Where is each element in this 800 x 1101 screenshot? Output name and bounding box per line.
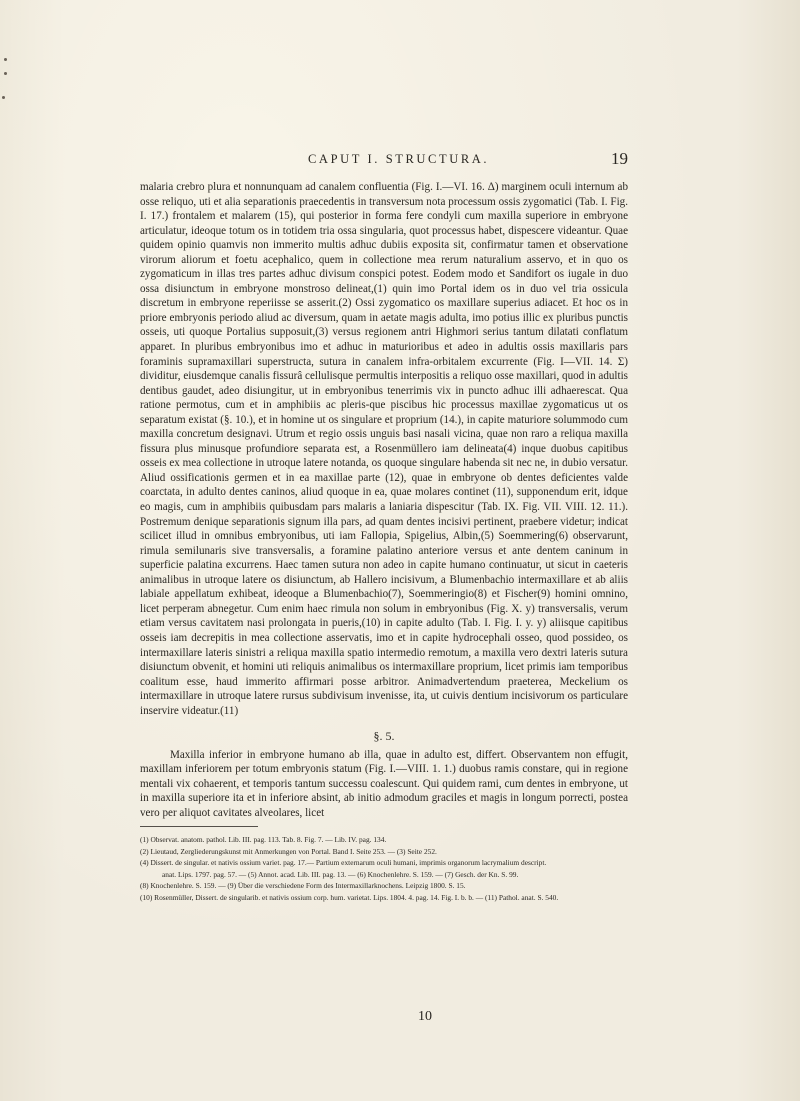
main-text xyxy=(140,180,628,821)
paragraph: Maxilla inferior in embryone humano ab illa, quae in adulto est, differt. Observantem non effugit, maxillam inferiorem per totum embryonis statum (Fig. I.—VIII. 1. 1.) duobus ramis constare, qui in regione mentali vix cohaerent, et temporis tantum successu coalescunt. Qui quidem rami, cum dentes in embryone, ut in maxilla superiore ita et in inferiore absint, ab initio admodum graciles et magis in longum porrecti, postea vero per aliquot cavitates alveolares, licet xyxy=(140,748,628,819)
section-heading: §. 5. xyxy=(373,729,395,744)
page-header xyxy=(140,149,628,172)
signature-mark: 10 xyxy=(418,1009,432,1024)
footnote-line: (2) Lieutaud, Zergliederungskunst mit Anmerkungen von Portal. Band I. Seite 253. — (3) Seite 252. xyxy=(140,846,437,856)
footnote-line: (8) Knochenlehre. S. 159. — (9) Über die verschiedene Form des Intermaxillarknochens. Leipzig 1800. S. 15. xyxy=(140,881,466,891)
footnote-line: (4) Dissert. de singular. et nativis ossium variet. pag. 17.— Partium externarum oculi humani, imprimis organorum lacrymalium descript. xyxy=(140,858,547,868)
margin-speck xyxy=(2,96,5,99)
margin-speck xyxy=(4,58,7,61)
footnote-rule xyxy=(140,826,258,827)
running-head: CAPUT I. STRUCTURA. xyxy=(308,152,490,166)
footnote-line: anat. Lips. 1797. pag. 57. — (5) Annot. acad. Lib. III. pag. 13. — (6) Knochenlehre. S. 159. — (7) Gesch. der Kn. S. 99. xyxy=(162,869,519,879)
paragraph: malaria crebro plura et nonnunquam ad canalem confluentia (Fig. I.—VI. 16. Δ) marginem oculi internum ab osse reliquo, uti et alia separationis praecedentis in transversum nota processum ossis zygomatici (Tab. I. Fig. I. 17.) frontalem et malarem (15), qui posterior in forma fere condyli cum maxilla superiore in embryone articulatur, ideoque totum os in totidem tria ossa singularia, quot processus habet, dispescere videantur. Quae quidem opinio quamvis non immerito multis adhuc dubiis exposita sit, confirmatur tamen et observatione virorum aliorum et foetu acephalico, quem in collectione mea rerum naturalium asservo, et in quo os zygomaticum in illas tres partes adhuc divisum conspici potest. Eodem modo et Sandifort os iugale in duo ossa disiunctum in embryone monstroso delineat,(1) quin imo Portal idem os in duo vel tria ossicula discretum in embryone reperiisse se asserit.(2) Ossi zygomatico os maxillare superius adiacet. Et hoc os in priore embryonis periodo aliud ac diversum, quam in aetate magis adulta, imo potius illic ex pluribus punctis osseis, uti quoque Portalius supposuit,(3) versus regionem antri Highmori serius tantum dilatati conflatum apparet. In pluribus embryonibus imo et adhuc in maturioribus et adeo in adultis ossis maxillaris pars foraminis supramaxillari superstructa, sutura in canalem infra-orbitalem excurrente (Fig. I—VII. 14. Σ) dividitur, eiusdemque canalis fissurâ cellulisque permultis interpositis a reliquo osse maxillari, quod in adultis dentibus gaudet, adeo disiungitur, ut in embryonibus tenerrimis vix in puncto adhuc illi adhaerescat. Qua ratione permotus, cum et in amphibiis ac pleris-que piscibus hic processus maxillae zygomaticus ut os separatum existat (§. 10.), et in homine ut os singulare et proprium (14.), in capite maturiore solummodo cum maxilla concretum designavi. Utrum et regio ossis unguis basi nasali vicina, quae non raro a reliqua maxilla fissura plus minusque profundiore separata est, a Rosenmüllero iam delineata(4) inque duobus capitibus osseis ex mea collectione in utroque latere notanda, os quoque singulare habenda sit nec ne, in dubio versatur. Aliud ossificationis germen et in ea maxillae parte (12), quae in embryone ob dentes deficientes valde coarctata, in adulto dentes caninos, aliud quoque in ea, quae molares continet (11), supponendum erit, idque eo magis, cum in amphibiis quibusdam pars malaris a laniaria dispescitur (Tab. IX. Fig. VII. VIII. 12. 11.). Postremum denique separationis signum illa pars, ad quam dentes incisivi pertinent, praebere videtur; indicat scilicet illud in omnibus embryonibus, uti iam Fallopia, Spigelius, Albin,(5) Soemmering(6) observarunt, rimula semilunaris sive transversalis, a foramine palatino anteriore versus et ante dentem caninum in superficie palatina excurrens. Haec tamen sutura non adeo in capite humano continuatur, ut sicut in caeteris animalibus in utroque latere os disiunctum, ab Hallero incisivum, a Blumenbachio intermaxillare et ab aliis labiale appellatum exhibeat, ideoque a Blumenbachio(7), Soemmeringio(8) et Fischer(9) homini omnino, licet perperam abnegetur. Cum enim haec rimula non solum in embryonibus (Fig. X. y) transversalis, verum etiam versus cavitatem nasi prolongata in pueris,(10) in capite adulto (Tab. I. Fig. I. y. y) aliisque capitibus osseis iam decrepitis in mea collectione asservatis, imo et in capite hydrocephali osseo, quod possideo, os intermaxillare lateris sinistri a reliqua maxilla spatio intermedio remotum, a maxilla vero dextri lateris sutura disiunctum obvenit, et homini uti reliquis animalibus os intermaxillare proprium, licet primis iam temporibus coalitum esse, haud immerito affirmari posse arbitror. Animadvertendum praeterea, Meckelium os intermaxillare in utroque latere rursus subdivisum invenisse, ita, ut cuivis dentium incisivorum os particulare inservire videatur.(11) xyxy=(140,181,628,717)
footnote-line: (10) Rosenmüller, Dissert. de singularib. et nativis ossium corp. hum. varietat. Lips. 1804. 4. pag. 14. Fig. I. b. b. — (11) Pathol. anat. S. 540. xyxy=(140,892,559,902)
page-number: 19 xyxy=(611,149,628,168)
footnotes xyxy=(140,834,628,904)
margin-speck xyxy=(4,72,7,75)
footnote-line: (1) Observat. anatom. pathol. Lib. III. pag. 113. Tab. 8. Fig. 7. — Lib. IV. pag. 134. xyxy=(140,835,387,844)
